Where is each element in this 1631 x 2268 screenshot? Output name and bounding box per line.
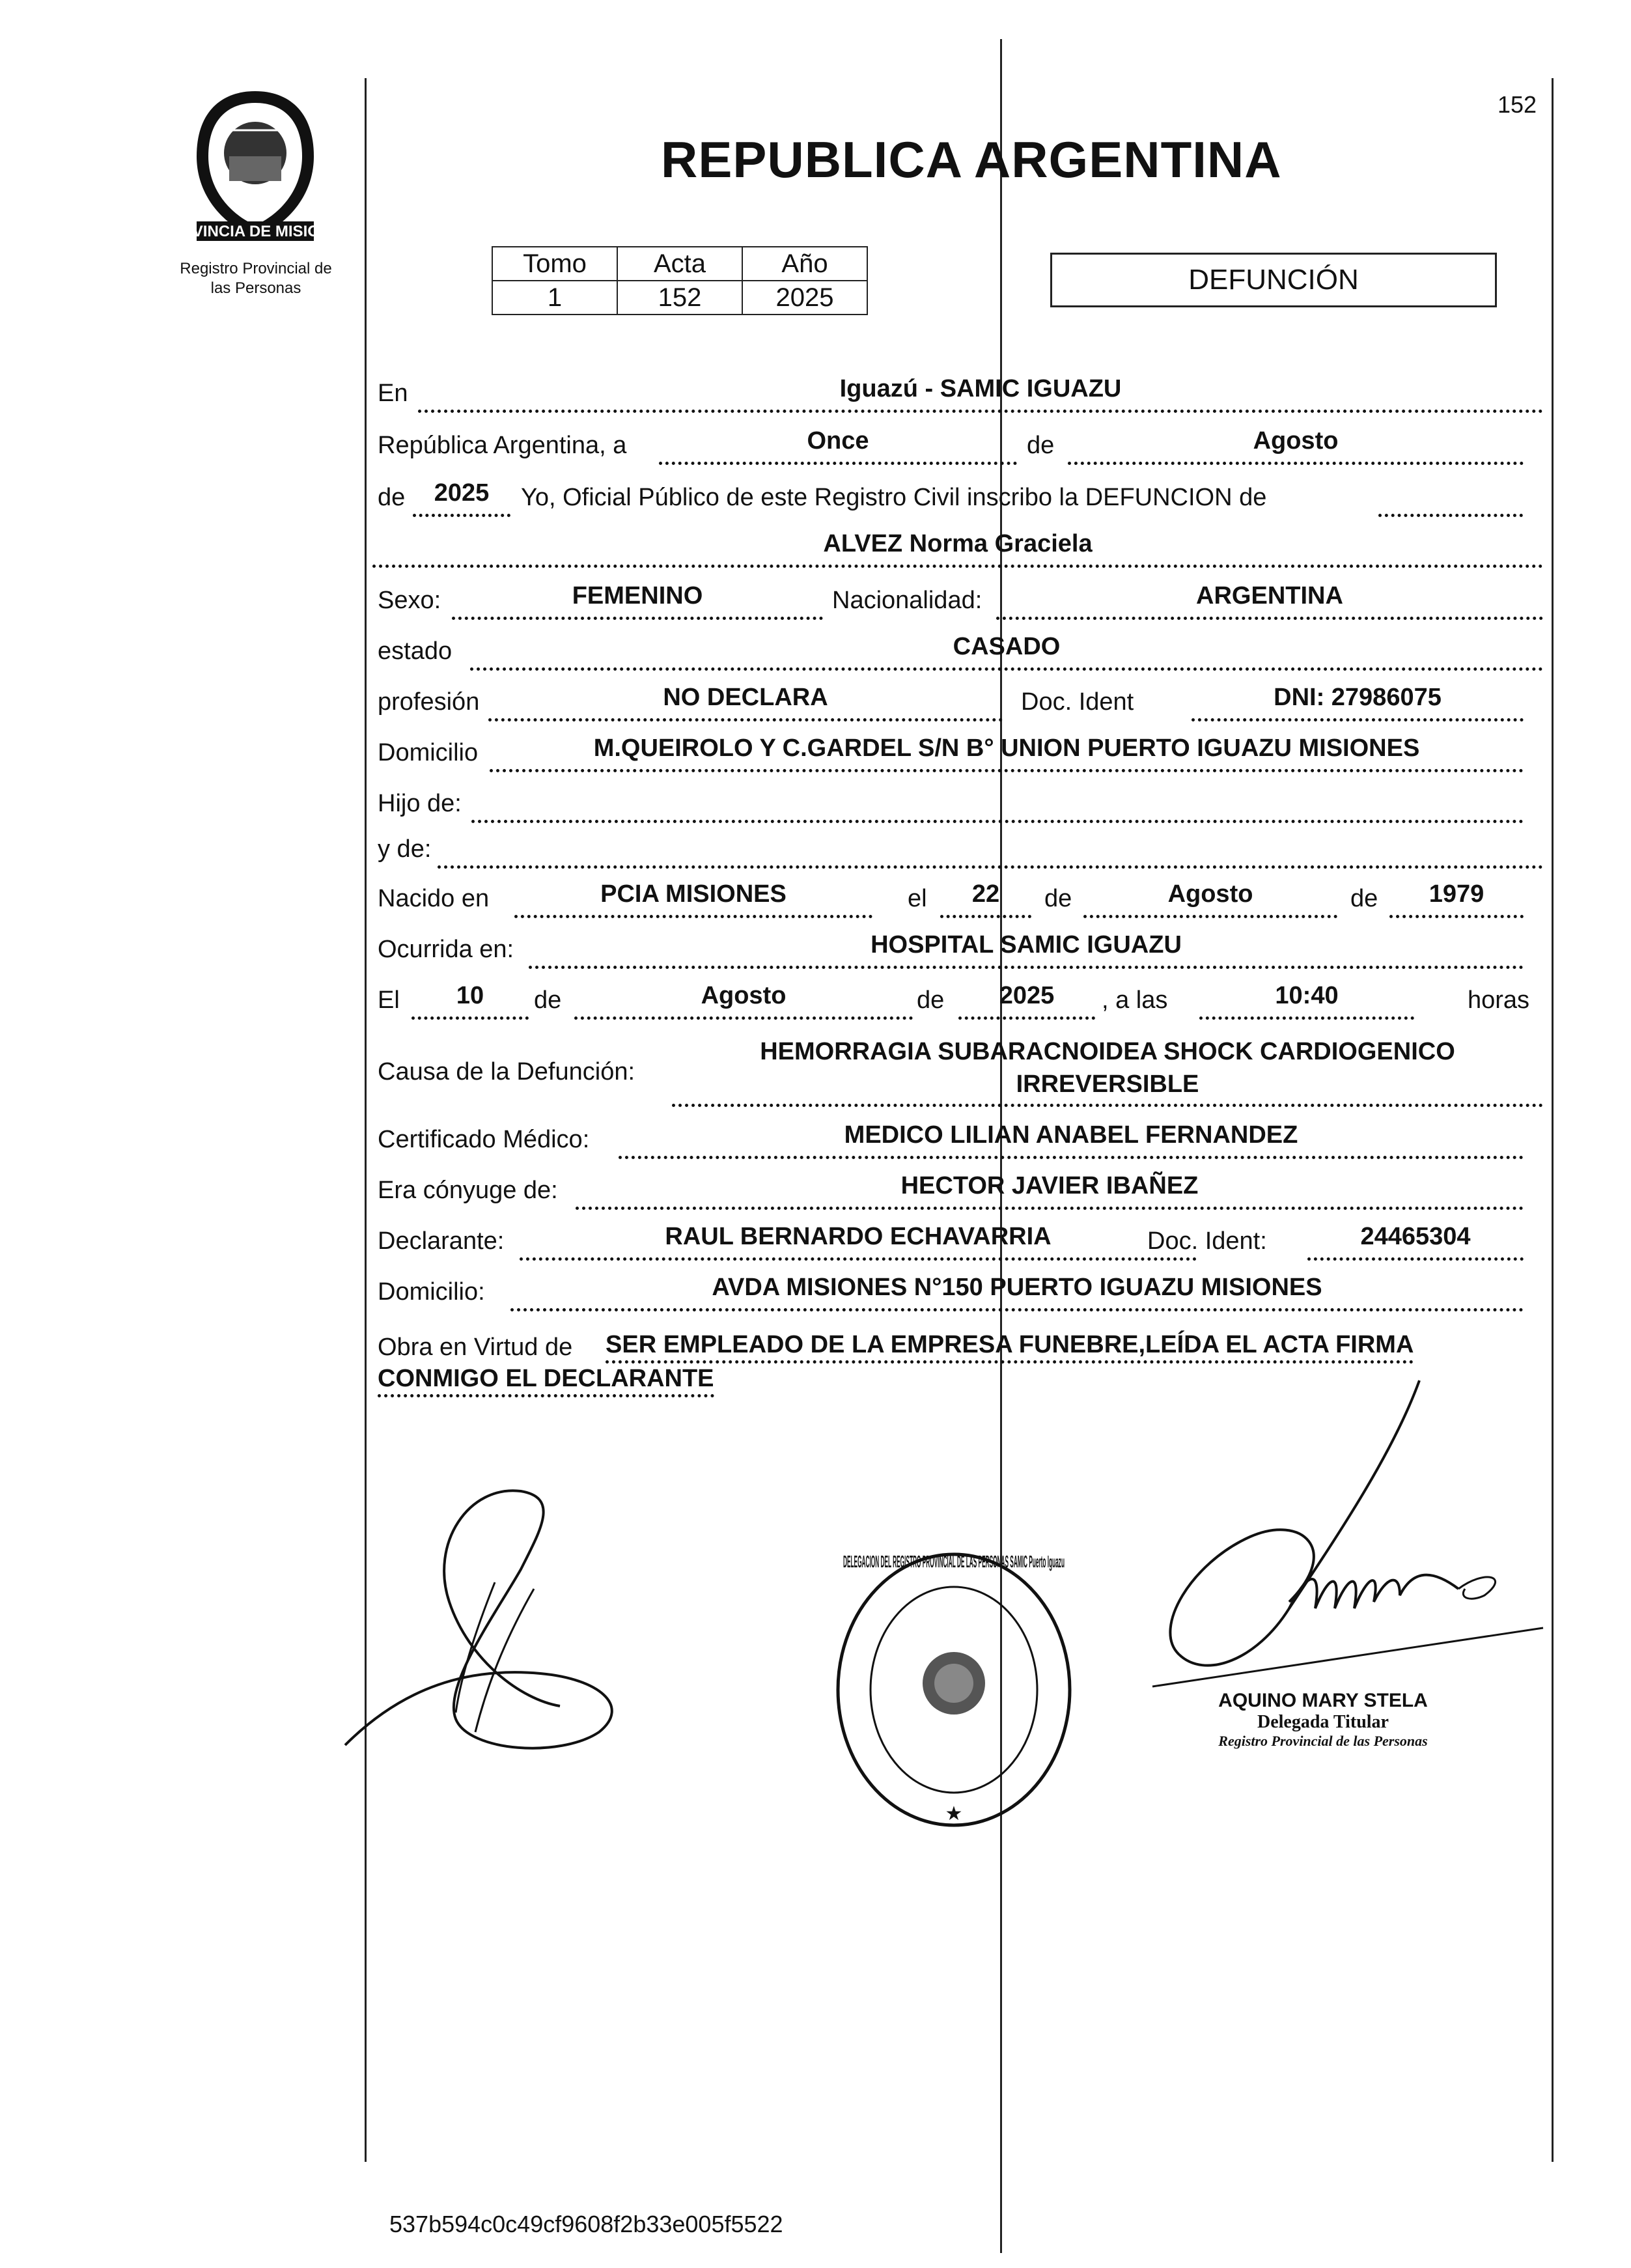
field-declarant-address xyxy=(510,1269,1524,1311)
row-inscription xyxy=(372,475,1544,521)
label-causa: Causa de la Defunción: xyxy=(378,1058,635,1085)
right-margin-line xyxy=(1552,78,1554,2162)
label-estado: estado xyxy=(378,637,453,665)
field-deceased-name xyxy=(372,525,1543,568)
label-certificado: Certificado Médico: xyxy=(378,1126,590,1153)
row-father xyxy=(372,781,1544,827)
registry-name-line2: las Personas xyxy=(210,279,301,297)
record-type-box xyxy=(1050,253,1497,307)
field-address xyxy=(490,730,1524,772)
official-name: AQUINO MARY STELA xyxy=(1218,1690,1428,1711)
official-signature-block xyxy=(1141,1690,1505,1750)
record-type: DEFUNCIÓN xyxy=(1188,264,1359,296)
field-inscribo-tail xyxy=(1378,475,1523,517)
official-signature xyxy=(1094,1374,1550,1739)
value-year: 2025 xyxy=(434,479,490,507)
label-de-year: de xyxy=(378,484,406,511)
value-medical-certificate: MEDICO LILIAN ANABEL FERNANDEZ xyxy=(844,1121,1298,1149)
row-address xyxy=(372,731,1544,776)
registry-name xyxy=(148,259,363,298)
value-virtue-line2: CONMIGO EL DECLARANTE xyxy=(378,1365,714,1397)
label-conyuge: Era cónyuge de: xyxy=(378,1177,558,1204)
province-coat-of-arms-logo xyxy=(158,85,352,247)
field-spouse xyxy=(576,1168,1524,1210)
row-sex-nationality xyxy=(372,578,1544,624)
value-cause-line1: HEMORRAGIA SUBARACNOIDEA SHOCK CARDIOGENICO xyxy=(760,1038,1455,1065)
label-profesion: profesión xyxy=(378,688,480,716)
value-nationality: ARGENTINA xyxy=(1196,582,1343,609)
value-declarant: RAUL BERNARDO ECHAVARRIA xyxy=(665,1223,1052,1250)
record-reference-table xyxy=(492,246,868,315)
value-address: M.QUEIROLO Y C.GARDEL S/N B° UNION PUERTO IGUAZU MISIONES xyxy=(593,735,1420,762)
label-ocurrida-en: Ocurrida en: xyxy=(378,936,514,963)
field-death-time xyxy=(1199,977,1414,1020)
label-nacido-en: Nacido en xyxy=(378,885,490,912)
row-declarant-address xyxy=(372,1270,1544,1315)
label-hijo-de: Hijo de: xyxy=(378,790,462,817)
row-cause xyxy=(372,1033,1544,1111)
value-birth-day: 22 xyxy=(971,880,1000,908)
seal-star-icon: ★ xyxy=(945,1803,963,1825)
field-profession xyxy=(488,679,1003,721)
row-declarant xyxy=(372,1219,1544,1265)
label-domicilio: Domicilio xyxy=(378,739,479,766)
field-cause xyxy=(672,1031,1543,1107)
label-horas: horas xyxy=(1468,987,1530,1014)
official-role: Delegada Titular xyxy=(1257,1712,1389,1732)
label-declarante: Declarante: xyxy=(378,1227,505,1255)
field-death-month xyxy=(574,977,913,1020)
country-title: REPUBLICA ARGENTINA xyxy=(661,131,1282,188)
label-en: En xyxy=(378,380,408,407)
label-obra: Obra en Virtud de xyxy=(378,1334,573,1361)
row-death-place xyxy=(372,927,1544,973)
value-doc-id: DNI: 27986075 xyxy=(1274,684,1442,711)
label-de-death-year: de xyxy=(917,987,945,1014)
label-de-month: de xyxy=(1027,432,1055,459)
row-marital-status xyxy=(372,629,1544,675)
value-death-time: 10:40 xyxy=(1275,982,1339,1009)
value-sex: FEMENINO xyxy=(572,582,703,609)
field-doc-id xyxy=(1192,679,1524,721)
document-hash: 537b594c0c49cf9608f2b33e005f5522 xyxy=(389,2211,783,2237)
field-month xyxy=(1068,423,1524,465)
official-registry-seal xyxy=(830,1547,1078,1833)
field-nationality xyxy=(996,578,1543,620)
label-republica: República Argentina, a xyxy=(378,432,627,459)
value-month: Agosto xyxy=(1253,427,1339,455)
row-deceased-name xyxy=(372,526,1544,572)
field-day-word xyxy=(659,423,1017,465)
label-el: el xyxy=(908,885,927,912)
registry-name-line1: Registro Provincial de xyxy=(180,260,332,277)
field-mother xyxy=(438,826,1543,869)
row-date xyxy=(372,423,1544,469)
value-marital-status: CASADO xyxy=(953,633,1061,660)
value-spouse: HECTOR JAVIER IBAÑEZ xyxy=(900,1172,1199,1199)
value-declarant-doc: 24465304 xyxy=(1360,1223,1471,1250)
field-medical-certificate xyxy=(619,1117,1524,1159)
row-spouse xyxy=(372,1168,1544,1214)
value-virtue-line1: SER EMPLEADO DE LA EMPRESA FUNEBRE,LEÍDA EL ACTA FIRMA xyxy=(606,1331,1414,1364)
acta-value: 152 xyxy=(617,281,742,315)
seal-text: DELEGACION DEL REGISTRO PROVINCIAL DE LAS PERSONAS SAMIC Puerto Iguazu xyxy=(843,1552,1065,1571)
declarant-signature xyxy=(326,1472,742,1784)
label-nacionalidad: Nacionalidad: xyxy=(832,587,983,614)
field-declarant xyxy=(520,1218,1197,1261)
field-birth-day xyxy=(940,876,1031,918)
official-org: Registro Provincial de las Personas xyxy=(1218,1733,1428,1749)
value-cause-line2: IRREVERSIBLE xyxy=(1016,1071,1199,1098)
field-birth-month xyxy=(1083,876,1337,918)
tomo-header: Tomo xyxy=(492,247,617,281)
value-profession: NO DECLARA xyxy=(663,684,828,711)
anio-header: Año xyxy=(742,247,867,281)
label-el-cap: El xyxy=(378,987,400,1014)
label-sexo: Sexo: xyxy=(378,587,441,614)
row-profession-doc xyxy=(372,680,1544,725)
field-birth-year xyxy=(1389,876,1524,918)
anio-value: 2025 xyxy=(742,281,867,315)
label-a-las: , a las xyxy=(1102,987,1168,1014)
label-de-birth-year: de xyxy=(1350,885,1378,912)
value-death-year: 2025 xyxy=(999,982,1055,1009)
field-marital-status xyxy=(470,628,1543,671)
field-declarant-doc xyxy=(1307,1218,1524,1261)
field-death-day xyxy=(411,977,529,1020)
label-domicilio2: Domicilio: xyxy=(378,1278,485,1306)
label-doc-ident2: Doc. Ident: xyxy=(1147,1227,1267,1255)
field-place xyxy=(418,371,1543,413)
value-place: Iguazú - SAMIC IGUAZU xyxy=(839,375,1122,402)
value-death-day: 10 xyxy=(456,982,484,1009)
row-place xyxy=(372,371,1544,417)
value-day-word: Once xyxy=(807,427,869,455)
value-death-place: HOSPITAL SAMIC IGUAZU xyxy=(871,931,1182,959)
acta-header: Acta xyxy=(617,247,742,281)
left-margin-line xyxy=(365,78,367,2162)
value-birth-month: Agosto xyxy=(1167,880,1253,908)
field-birth-place xyxy=(514,876,872,918)
field-sex xyxy=(452,578,823,620)
value-declarant-address: AVDA MISIONES N°150 PUERTO IGUAZU MISIONES xyxy=(712,1274,1322,1301)
field-year xyxy=(413,475,510,517)
value-birth-place: PCIA MISIONES xyxy=(600,880,787,908)
logo-text: PROVINCIA DE MISIONES xyxy=(158,223,352,240)
value-birth-year: 1979 xyxy=(1429,880,1485,908)
value-deceased-name: ALVEZ Norma Graciela xyxy=(823,530,1093,557)
page-number: 152 xyxy=(1498,91,1537,118)
row-medical-certificate xyxy=(372,1117,1544,1163)
label-doc-ident: Doc. Ident xyxy=(1021,688,1134,716)
row-death-date xyxy=(372,978,1544,1024)
value-death-month: Agosto xyxy=(701,982,787,1009)
label-de-death-month: de xyxy=(534,987,562,1014)
row-mother xyxy=(372,827,1544,873)
label-de-birth-month: de xyxy=(1044,885,1072,912)
tomo-value: 1 xyxy=(492,281,617,315)
field-death-year xyxy=(958,977,1095,1020)
label-inscribo: Yo, Oficial Público de este Registro Civil inscribo la DEFUNCION de xyxy=(521,484,1267,511)
row-birth xyxy=(372,876,1544,922)
field-death-place xyxy=(529,927,1524,969)
field-father xyxy=(471,781,1524,823)
label-y-de: y de: xyxy=(378,835,432,863)
